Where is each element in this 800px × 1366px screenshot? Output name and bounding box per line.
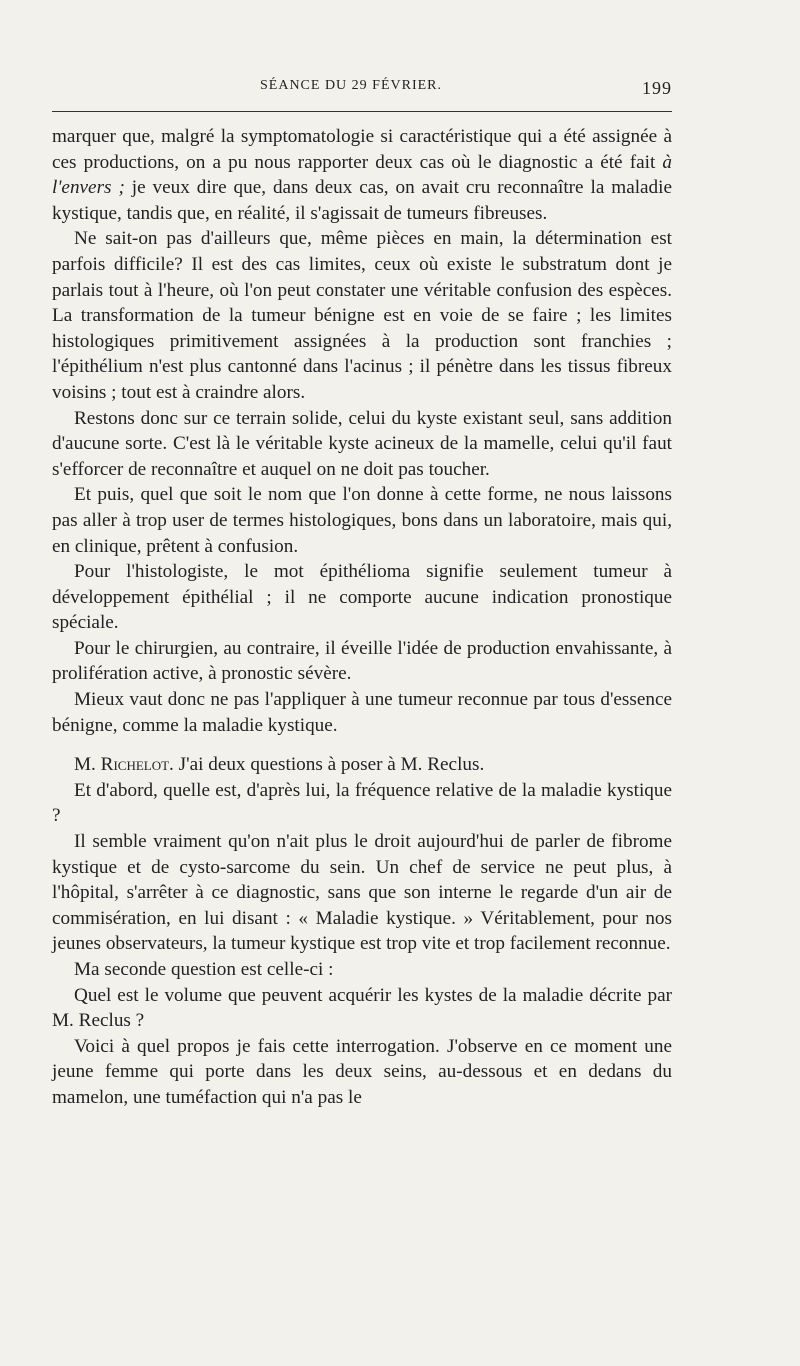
speaker-prefix: M. <box>74 754 101 776</box>
paragraph-2: Ne sait-on pas d'ailleurs que, même pièces en main, la détermination est parfois difficile? Il est des cas limites, ceux où existe le substratum dont je parlais tout à l'heure, où l'on peut constater une véritable confusion des espèces. La transformation de la tumeur bénigne est en voie de se faire ; les limites histologiques primitivement assignées à la production sont franchies ; l'épithélium n'est plus cantonné dans l'acinus ; il pénètre dans les tissus fibreux voisins ; tout est à craindre alors. <box>52 228 672 403</box>
speaker-name: Richelot. <box>100 754 174 776</box>
paragraph-1-italic: à l'envers ; <box>52 151 672 199</box>
running-title: SÉANCE DU 29 FÉVRIER. <box>260 78 443 93</box>
paragraph-7: Mieux vaut donc ne pas l'appliquer à une tumeur reconnue par tous d'essence bénigne, comme la maladie kystique. <box>52 689 672 736</box>
paragraph-10: Il semble vraiment qu'on n'ait plus le droit aujourd'hui de parler de fibrome kystique et de cysto-sarcome du sein. Un chef de service ne peut plus, à l'hôpital, s'arrêter à ce diagnostic, sans que son interne le regarde d'un air de commisération, en lui disant : « Maladie kystique. » Véritablement, pour nos jeunes observateurs, la tumeur kystique est trop vite et trop facilement reconnue. <box>52 831 672 955</box>
paragraph-5: Pour l'histologiste, le mot épithélioma signifie seulement tumeur à développement épithélial ; il ne comporte aucune indication pronostique spéciale. <box>52 561 672 634</box>
paragraph-13: Voici à quel propos je fais cette interrogation. J'observe en ce moment une jeune femme qui porte dans les deux seins, au-dessous et en dedans du mamelon, une tuméfaction qui n'a pas le <box>52 1035 672 1108</box>
paragraph-1-rest: je veux dire que, dans deux cas, on avait cru reconnaître la maladie kystique, tandis que, en réalité, il s'agissait de tumeurs fibreuses. <box>52 177 672 224</box>
paragraph-12: Quel est le volume que peuvent acquérir les kystes de la maladie décrite par M. Reclus ? <box>52 984 672 1032</box>
speaker-paragraph <box>52 752 672 778</box>
paragraph-4: Et puis, quel que soit le nom que l'on donne à cette forme, ne nous laissons pas aller à trop user de termes histologiques, bons dans un laboratoire, mais qui, en clinique, prêtent à confusion. <box>52 484 672 557</box>
paragraph-11: Ma seconde question est celle-ci : <box>74 959 334 980</box>
paragraph-1-text: marquer que, malgré la symptomatologie si caractéristique qui a été assignée à ces productions, on a pu nous rapporter deux cas où le diagnostic a été fait <box>52 126 672 173</box>
paragraph-6: Pour le chirurgien, au contraire, il éveille l'idée de production envahissante, à prolifération active, à pronostic sévère. <box>52 637 672 685</box>
paragraph-9: Et d'abord, quelle est, d'après lui, la fréquence relative de la maladie kystique ? <box>52 779 672 827</box>
speaker-text: J'ai deux questions à poser à M. Reclus. <box>178 754 485 776</box>
page-number: 199 <box>642 78 672 98</box>
body-text <box>52 124 672 1111</box>
paragraph-1 <box>52 124 672 226</box>
header-rule <box>52 111 672 112</box>
paragraph-3: Restons donc sur ce terrain solide, celui du kyste existant seul, sans addition d'aucune sorte. C'est là le véritable kyste acineux de la mamelle, celui qu'il faut s'efforcer de reconnaître et auquel on ne doit pas toucher. <box>52 407 672 480</box>
